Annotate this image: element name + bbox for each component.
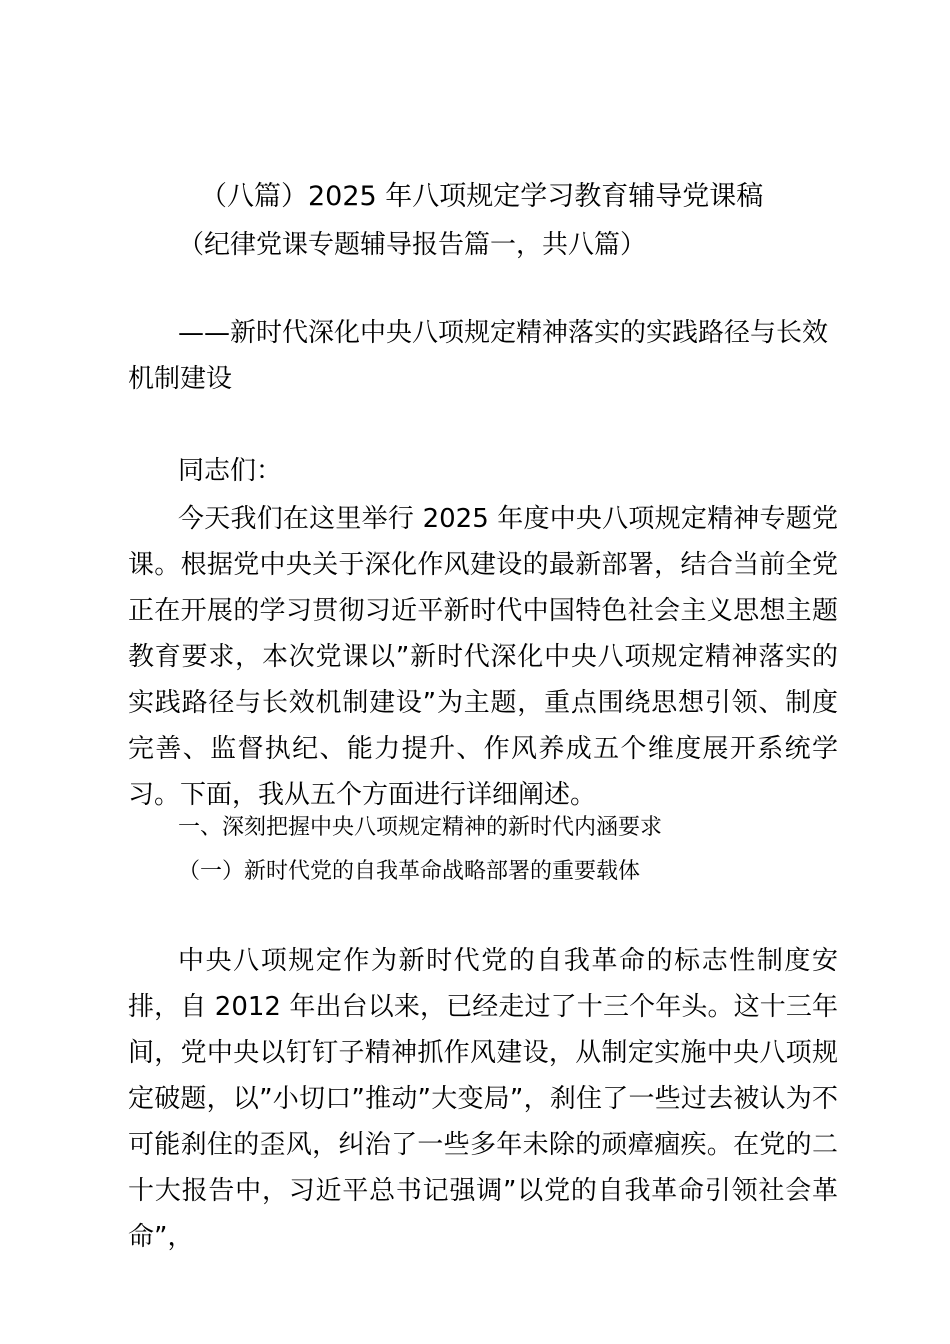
document-subtitle: （纪律党课专题辅导报告篇一，共八篇） <box>178 230 647 260</box>
intro-paragraph: 今天我们在这里举行 2025 年度中央八项规定精神专题党课。根据党中央关于深化作风建设的最新部署，结合当前全党正在开展的学习贯彻习近平新时代中国特色社会主义思想主题教育要求，本次党课以”新时代深化中央八项规定精神落实的实践路径与长效机制建设”为主题，重点围绕思想引领、制度完善、监督执纪、能力提升、作风养成五个维度展开系统学习。下面，我从五个方面进行详细阐述。 <box>128 504 838 810</box>
theme-line-1: ——新时代深化中央八项规定精神落实的实践路径与长效 <box>178 318 829 348</box>
greeting: 同志们： <box>178 456 283 486</box>
document-title: （八篇）2025 年八项规定学习教育辅导党课稿 <box>200 181 764 212</box>
theme-line-2: 机制建设 <box>128 364 233 394</box>
section-heading-1: 一、深刻把握中央八项规定精神的新时代内涵要求 <box>178 815 663 840</box>
body-paragraph: 中央八项规定作为新时代党的自我革命的标志性制度安排，自 2012 年出台以来，已经走过了十三个年头。这十三年间，党中央以钉钉子精神抓作风建设，从制定实施中央八项规定破题，以”小切口”推动”大变局”，刹住了一些过去被认为不可能刹住的歪风，纠治了一些多年未除的顽瘴痼疾。在党的二十大报告中，习近平总书记强调”以党的自我革命引领社会革命”， <box>128 946 838 1252</box>
subsection-heading-1: （一）新时代党的自我革命战略部署的重要载体 <box>178 859 641 884</box>
